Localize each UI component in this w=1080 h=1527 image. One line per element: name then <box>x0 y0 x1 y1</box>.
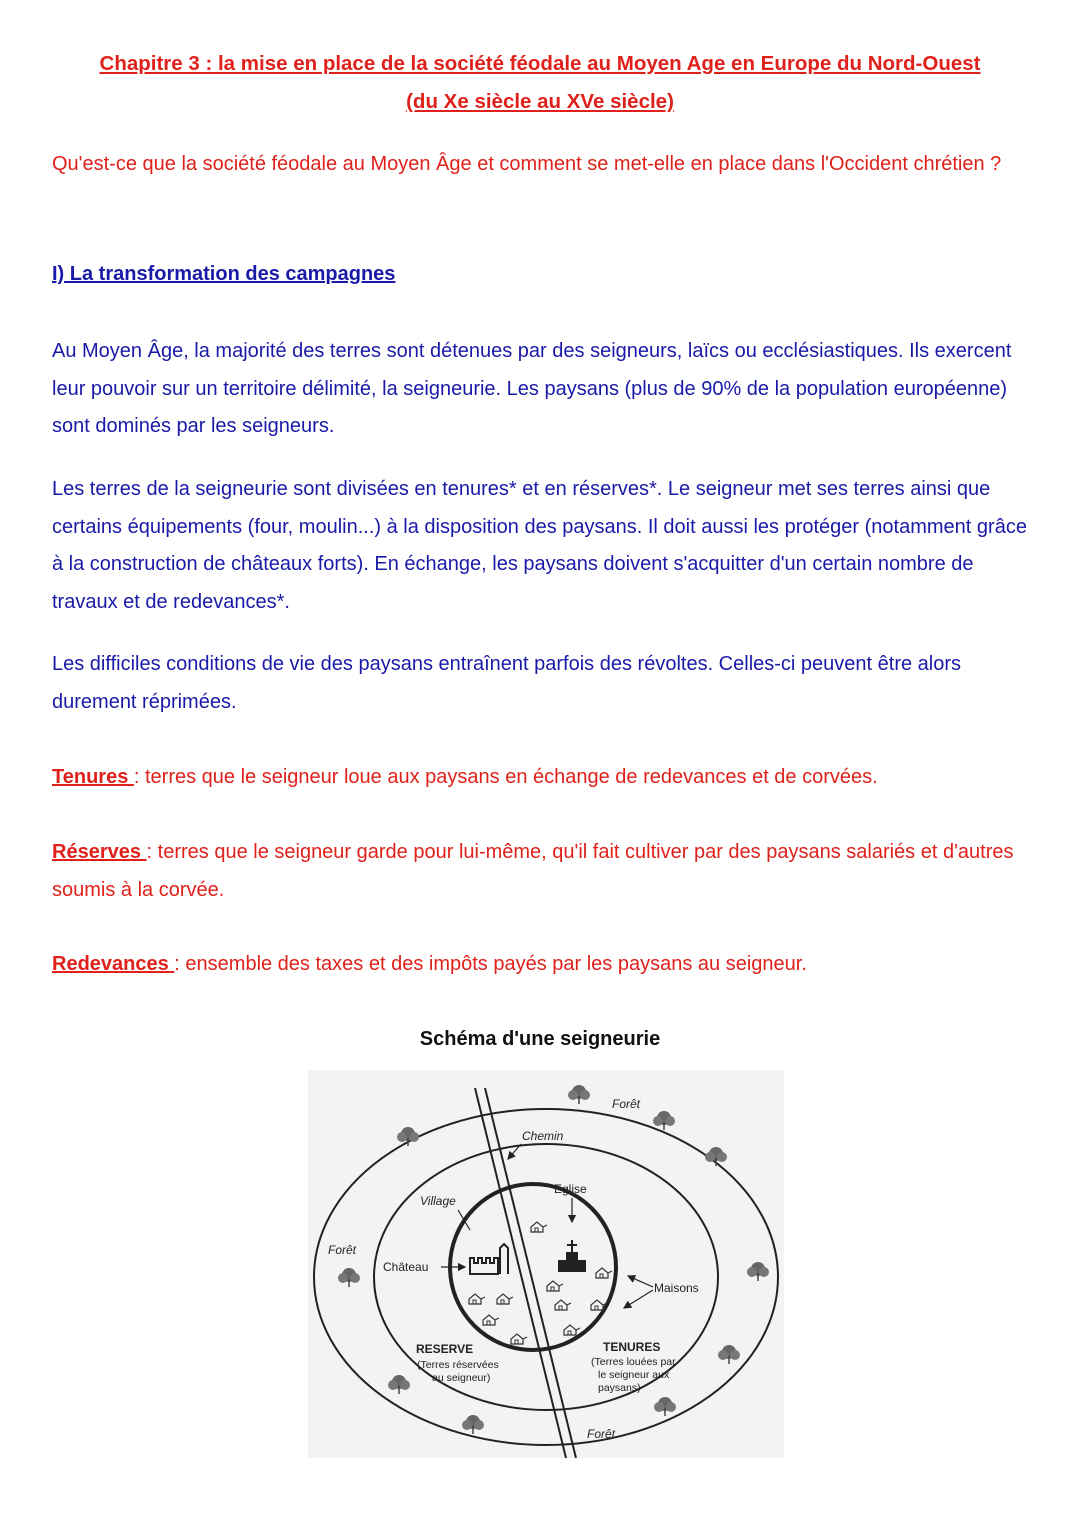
house-icon <box>555 1300 571 1310</box>
chapter-title-line1: Chapitre 3 : la mise en place de la société féodale au Moyen Age en Europe du Nord-Ouest <box>99 52 981 75</box>
tenures-sub3: paysans) <box>598 1382 641 1394</box>
label-foret-left: Forêt <box>328 1243 357 1257</box>
chapter-question: Qu'est-ce que la société féodale au Moyen Âge et comment se met-elle en place dans l'Occident chrétien ? <box>52 153 1002 175</box>
house-icon <box>531 1222 547 1232</box>
tree-icon <box>653 1111 675 1130</box>
house-icon <box>511 1334 527 1344</box>
house-icon <box>469 1294 485 1304</box>
definition-reserves-text: : terres que le seigneur garde pour lui-même, qu'il fait cultiver par des paysans salariés et d'autres soumis à la corvée. <box>52 841 1014 901</box>
house-icon <box>497 1294 513 1304</box>
tree-icon <box>705 1147 727 1166</box>
maisons-arrow-2 <box>624 1290 653 1308</box>
tree-icon <box>338 1268 360 1287</box>
maisons-arrow-1 <box>628 1276 653 1287</box>
label-chateau: Château <box>383 1260 429 1274</box>
house-icon <box>547 1281 563 1291</box>
paragraph-seigneurs: Au Moyen Âge, la majorité des terres sont détenues par des seigneurs, laïcs ou ecclésiastiques. Ils exercent leur pouvoir sur un territoire délimité, la seigneurie. Les paysans (plus de 90% de la population européenne) sont dominés par les seigneurs. <box>52 340 1012 437</box>
church-icon <box>558 1240 586 1272</box>
label-chemin: Chemin <box>522 1129 564 1143</box>
tree-icon <box>462 1415 484 1434</box>
tree-icon <box>747 1262 769 1281</box>
chapter-title-line2: (du Xe siècle au XVe siècle) <box>406 90 674 113</box>
reserve-sub1: (Terres réservées <box>417 1359 499 1371</box>
paragraph-terres: Les terres de la seigneurie sont divisées en tenures* et en réserves*. Le seigneur met ses terres ainsi que certains équipements (four, moulin...) à la disposition des paysans. Il doit aussi les protéger (notamment grâce à la construction de châteaux forts). En échange, les paysans doivent s'acquitter d'un certain nombre de travaux et de redevances*. <box>52 478 1027 613</box>
definition-redevances-text: : ensemble des taxes et des impôts payés par les paysans au seigneur. <box>174 953 807 975</box>
tree-icon <box>654 1397 676 1416</box>
reserve-sub2: au seigneur) <box>432 1372 491 1384</box>
castle-icon <box>470 1244 508 1274</box>
tree-icon <box>718 1345 740 1364</box>
seigneurie-diagram-svg <box>308 1070 784 1458</box>
house-icon <box>483 1315 499 1325</box>
tree-icon <box>397 1127 419 1146</box>
definition-tenures <box>52 759 1037 797</box>
tenures-title: TENURES <box>603 1340 661 1354</box>
house-icon <box>596 1268 612 1278</box>
section-heading: I) La transformation des campagnes <box>52 263 396 285</box>
tree-icon <box>388 1375 410 1394</box>
term-tenures: Tenures <box>52 766 134 788</box>
definition-redevances <box>52 946 1037 984</box>
house-icon <box>564 1325 580 1335</box>
label-eglise: Eglise <box>554 1182 587 1196</box>
definition-reserves <box>52 834 1037 909</box>
label-maisons: Maisons <box>654 1281 699 1295</box>
paragraph-revoltes: Les difficiles conditions de vie des paysans entraînent parfois des révoltes. Celles-ci peuvent être alors durement réprimées. <box>52 653 962 713</box>
definition-tenures-text: : terres que le seigneur loue aux paysans en échange de redevances et de corvées. <box>133 766 878 788</box>
label-foret-bottom: Forêt <box>587 1427 616 1441</box>
tree-icon <box>568 1085 590 1104</box>
label-village: Village <box>420 1194 456 1208</box>
tenures-sub2: le seigneur aux <box>598 1369 670 1381</box>
reserve-title: RESERVE <box>416 1342 474 1356</box>
tenures-sub1: (Terres louées par <box>591 1356 676 1368</box>
term-redevances: Redevances <box>52 953 175 975</box>
label-foret-top: Forêt <box>612 1097 641 1111</box>
term-reserves: Réserves <box>52 841 147 863</box>
seigneurie-diagram <box>308 1070 784 1458</box>
diagram-title: Schéma d'une seigneurie <box>419 1028 661 1050</box>
